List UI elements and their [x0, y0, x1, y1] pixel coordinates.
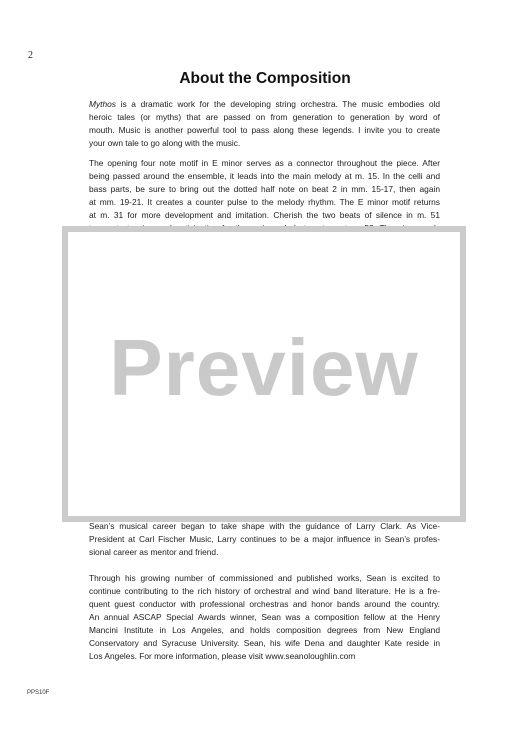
bio-line: Conservatory and Syracuse University. Sean, his wife Dena and daughter Kate reside in	[89, 638, 440, 648]
motif-line: The opening four note motif in E minor serves as a connector throughout the piece. After	[89, 158, 440, 168]
motif-line: at m. 31 for more development and imitation. Cherish the two beats of silence in m. 51	[89, 210, 440, 220]
work-title: Mythos	[89, 99, 116, 109]
career-paragraph	[89, 520, 440, 559]
page-title: About the Composition	[179, 70, 351, 87]
preview-watermark	[62, 226, 466, 522]
bio-paragraph	[89, 572, 440, 663]
intro-line-text: is a dramatic work for the developing string orchestra. The music embodies old	[116, 99, 440, 109]
bio-line: An annual ASCAP Special Awards winner, Sean was a composition fellow at the Henry	[89, 612, 440, 622]
motif-line: being passed around the ensemble, it leads into the main melody at m. 15. In the celli and	[89, 171, 440, 181]
bio-line: Los Angeles. For more information, please visit www.seanoloughlin.com	[89, 651, 356, 661]
intro-line: mouth. Music is another powerful tool to pass along these legends. I invite you to create	[89, 125, 440, 135]
intro-paragraph	[89, 98, 440, 150]
intro-line: heroic tales (or myths) that are passed on from generation to generation by word of	[89, 112, 440, 122]
motif-paragraph	[89, 157, 440, 235]
bio-line: Through his growing number of commissioned and published works, Sean is excited to	[89, 573, 440, 583]
career-line: sional career as mentor and friend.	[89, 547, 219, 557]
preview-label: Preview	[109, 323, 419, 412]
motif-line: at mm. 19-21. It creates a counter pulse to the melody rhythm. The E minor motif returns	[89, 197, 440, 207]
intro-line: your own tale to go along with the music.	[89, 138, 241, 148]
motif-line: bass parts, be sure to bring out the dotted half note on beat 2 in mm. 15-17, then again	[89, 184, 440, 194]
career-line: President at Carl Fischer Music, Larry continues to be a major influence in Sean’s profes-	[89, 534, 440, 544]
bio-line: Mancini Institute in Los Angeles, and holds composition degrees from New England	[89, 625, 440, 635]
career-line: Sean’s musical career began to take shape with the guidance of Larry Clark. As Vice-	[89, 521, 440, 531]
footer-catalog-code: PPS10F	[27, 690, 50, 696]
intro-line	[89, 98, 440, 111]
page-number: 2	[28, 50, 33, 61]
bio-line: quent guest conductor with professional orchestras and honor bands around the country.	[89, 599, 440, 609]
bio-line: continue contributing to the rich history of orchestral and wind band literature. He is a fre-	[89, 586, 440, 596]
